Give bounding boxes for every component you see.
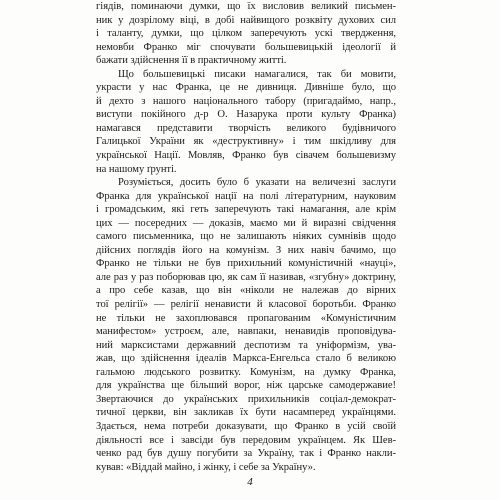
text-line: цих — посередних — доказів, маємо ми й виразні свідчення [96,217,396,229]
text-line: і таланту, думки, що цілком заперечують ускі твердження, [96,28,396,40]
text-line: самого письменника, що не залишають ніяких сумнівів щодо [96,231,396,243]
text-line: виступи покійного д-р О. Назарука проти культу Франка) [96,109,396,121]
text-line: й дехто з нашого національного табору (пригадаймо, напр., [96,95,396,107]
text-line: української Нації. Мовляв, Франко був сівачем большевизму [96,150,396,162]
text-line: гальмою людського розвитку. Комунізм, на думку Франка, [96,366,396,378]
text-line: ник у дозрілому віці, в добі найвищого розквіту духових сил [96,14,396,26]
text-line: на нашому ґрунті. [96,163,177,175]
text-line: але раз у раз поборював цю, як сам її називав, «згубну» доктрину, [96,271,396,283]
text-line: тої релігії» — релігії ненависти й класової боротьби. Франко [96,299,396,311]
paragraph [96,176,396,474]
text-line: дійсних поглядів його на комунізм. З них навіч бачимо, що [96,244,396,256]
text-line: Франка для української нації на полі літературним, науковим [96,190,396,202]
text-line: ченко рад був душу погубити за Україну, так і Франко накли- [96,448,396,460]
text-line: кував: «Віддай майно, і жінку, і себе за Україну». [96,461,316,473]
body-text [96,0,396,474]
text-line: украсти у нас Франка, це не дивниця. Дивніше було, що [96,82,396,94]
text-line: жав, що здійснення ідеалів Маркса-Енгельса стало б великою [96,353,396,365]
text-line: гіядів, поминаючи думки, що їх висловив великий письмен- [96,1,396,12]
text-line: немовби Франко міг спочувати большевицькій ідеології й [96,41,396,53]
text-line: а про себе казав, що він «ніколи не належав до вірних [96,285,396,297]
text-line: і громадським, які геть заперечують такі намагання, але крім [96,204,396,216]
paragraph [96,0,396,68]
text-line: ний марксистами державний деспотизм та уніформізм, ува- [96,339,396,351]
text-line: Франко не тільки не був прихильний комуністичній «науці», [96,258,396,270]
text-line: Що большевицькі писаки намагалися, так би мовити, [118,68,396,80]
text-line: манифестом» устроєм, але, навпаки, ненавидів проповідува- [96,326,396,338]
text-line: Галицької України як «деструктивну» і тим шкідливу для [96,136,396,148]
text-line: діяльності все і завсіди був передовим українцем. Як Шев- [96,434,396,446]
page-number: 4 [247,476,253,488]
text-line: для українства ще більший ворог, ніж царське самодержавие! [96,380,396,392]
text-line: Розуміється, досить було б указати на величезні заслуги [118,177,396,189]
text-line: Звертаючися до українських прихильників соціал-демократ- [96,393,396,405]
text-line: бажати здійснення її в практичному житті. [96,55,287,67]
text-line: Здається, нема потреби доказувати, що Франко в усій своїй [96,420,396,432]
paragraph [96,68,396,176]
text-line: не тільки не захоплювався пропагованим «Комуністичним [96,312,396,324]
text-line: тичної церкви, він закликав їх бути насамперед українцями. [96,407,396,419]
text-line: намагався представити творчість великого будівничого [96,122,396,134]
